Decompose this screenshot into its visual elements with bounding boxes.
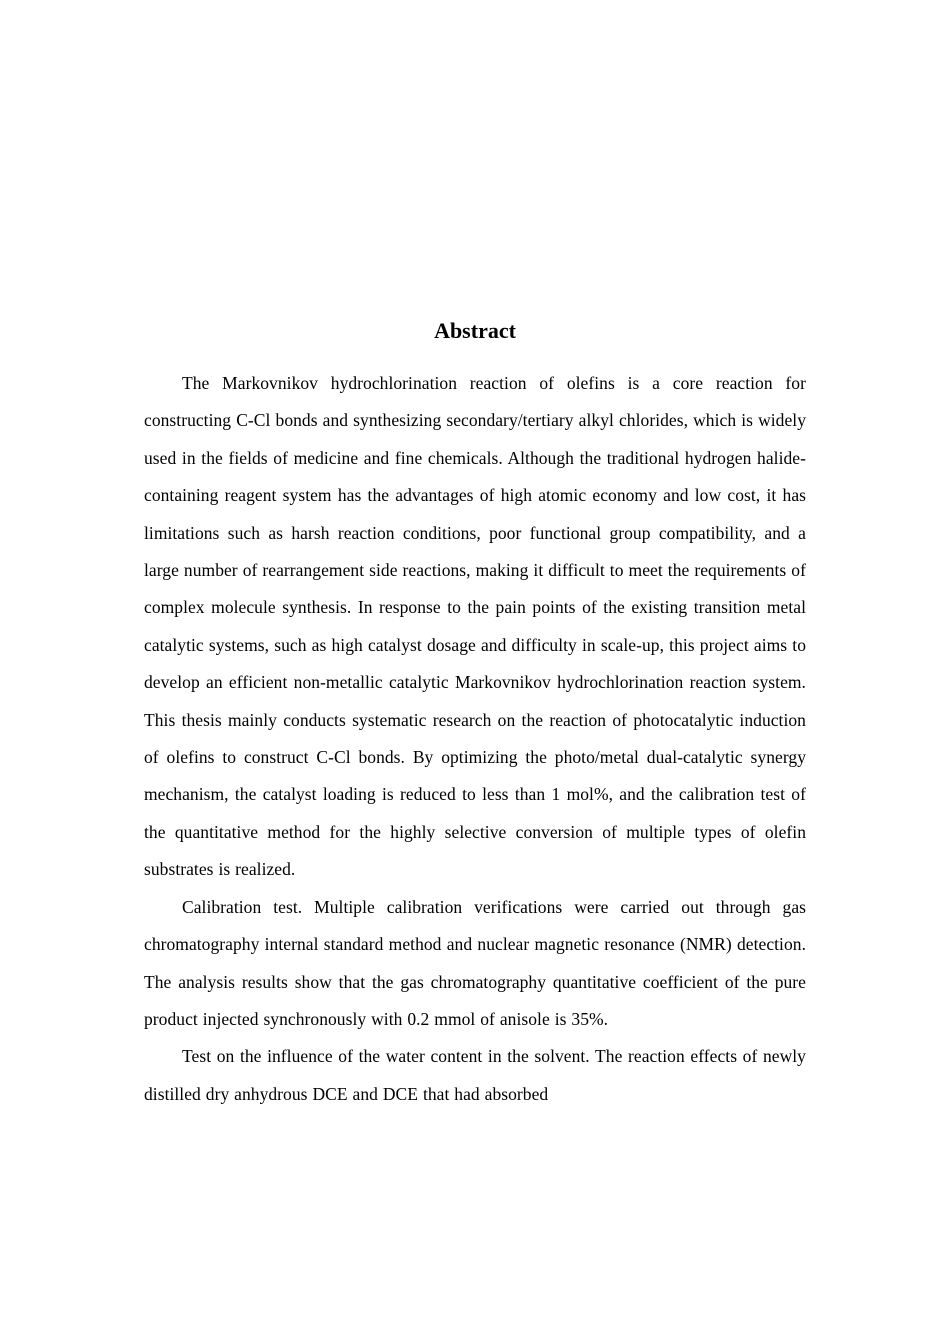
abstract-section [144, 314, 806, 1113]
abstract-paragraph-1: The Markovnikov hydrochlorination reaction of olefins is a core reaction for constructing C-Cl bonds and synthesizing secondary/tertiary alkyl chlorides, which is widely used in the fields of medicine and fine chemicals. Although the traditional hydrogen halide-containing reagent system has the advantages of high atomic economy and low cost, it has limitations such as harsh reaction conditions, poor functional group compatibility, and a large number of rearrangement side reactions, making it difficult to meet the requirements of complex molecule synthesis. In response to the pain points of the existing transition metal catalytic systems, such as high catalyst dosage and difficulty in scale-up, this project aims to develop an efficient non-metallic catalytic Markovnikov hydrochlorination reaction system. This thesis mainly conducts systematic research on the reaction of photocatalytic induction of olefins to construct C-Cl bonds. By optimizing the photo/metal dual-catalytic synergy mechanism, the catalyst loading is reduced to less than 1 mol%, and the calibration test of the quantitative method for the highly selective conversion of multiple types of olefin substrates is realized. [144, 373, 806, 880]
abstract-title: Abstract [434, 318, 516, 343]
abstract-paragraph-3: Test on the influence of the water content in the solvent. The reaction effects of newly distilled dry anhydrous DCE and DCE that had absorbed [144, 1046, 806, 1104]
abstract-paragraph-2: Calibration test. Multiple calibration verifications were carried out through gas chromatography internal standard method and nuclear magnetic resonance (NMR) detection. The analysis results show that the gas chromatography quantitative coefficient of the pure product injected synchronously with 0.2 mmol of anisole is 35%. [144, 896, 806, 1029]
